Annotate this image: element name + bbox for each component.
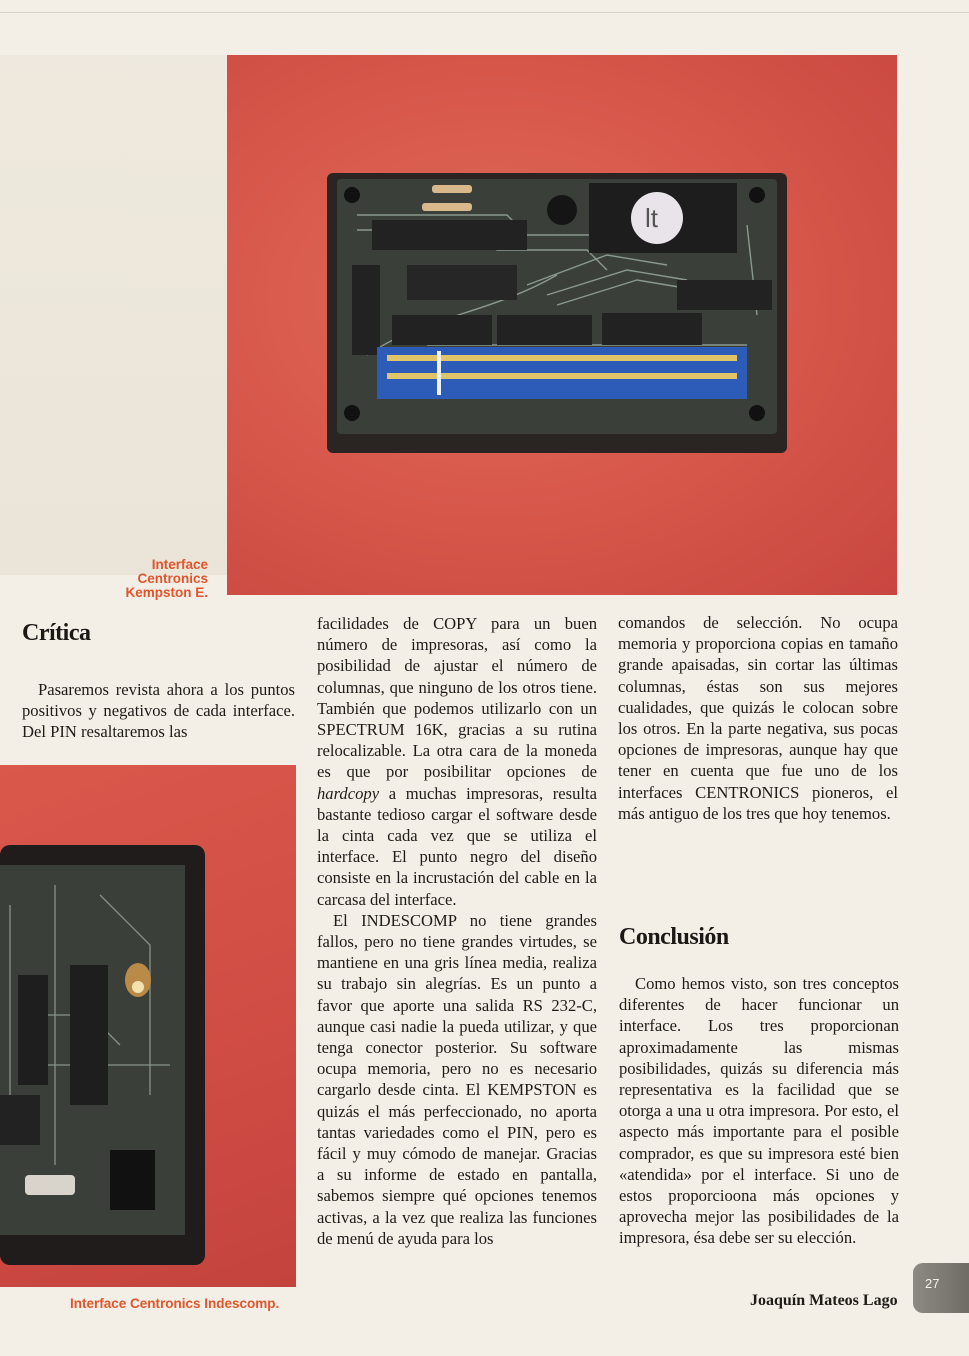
page-header-rule <box>0 12 969 13</box>
heading-conclusion: Conclusión <box>619 924 729 950</box>
page-number-tab <box>913 1263 969 1313</box>
previous-page-bleed <box>0 55 227 575</box>
photo-kempston-interface <box>227 55 897 595</box>
caption-kempston <box>88 558 208 600</box>
middle-paragraph-1b: a muchas impresoras, resulta bastante tedioso cargar el software desde la cinta cada vez que se utiliza el interface. El punto negro del diseño consiste en la incrustación del cable en la carcasa del interface. <box>317 783 597 909</box>
caption-kempston-line1: Interface <box>151 557 208 572</box>
middle-paragraph-2: El INDESCOMP no tiene grandes fallos, pero no tiene grandes virtudes, se mantiene en una gris línea media, realiza su trabajo sin alegrías. Es un punto a favor que aporte una salida RS 232-C, aunque casi nadie la pueda utilizar, y que tenga conector posterior. Su software ocupa memoria, pero no es necesario cargarlo desde cinta. El KEMPSTON es quizás el más perfeccionado, no aporta tantas variedades como el PIN, pero es fácil y muy cómodo de manejar. Gracias a su informe de estado en pantalla, sabemos siempre qué opciones tenemos activas, a la vez que realiza las funciones de menú de ayuda para los <box>317 910 597 1248</box>
middle-paragraph-1-italic: hardcopy <box>317 783 380 803</box>
heading-critica: Crítica <box>22 620 91 646</box>
column-right-critica <box>618 612 898 824</box>
critica-paragraph-1: Pasaremos revista ahora a los puntos positivos y negativos de cada interface. Del PIN resaltaremos las <box>22 680 295 742</box>
caption-kempston-line3: Kempston E. <box>125 585 208 600</box>
conclusion-paragraph: Como hemos visto, son tres conceptos diferentes de hacer funcionar un interface. Los tres proporcionan aproximadamente las mismas posibilidades, quizás su diferencia más representativa es la facilidad que se otorga a una u otra impresora. Por esto, el aspecto más importante para el posible comprador, es que su impresora esté bien «atendida» por el interface. Si uno de estos proporcioona más opciones y aprovecha mejor las posibilidades de la impresora, ésa debe ser su elección. <box>619 974 899 1248</box>
caption-kempston-line2: Centronics <box>137 571 208 586</box>
page-number: 27 <box>925 1276 940 1291</box>
column-left <box>22 679 295 743</box>
right-paragraph-1: comandos de selección. No ocupa memoria y proporciona copias en tamaño grande apaisadas, sin cortar las últimas columnas, éstas son sus mejores cualidades, que quizás le colocan sobre los otros. En la parte negativa, sus pocas opciones de impresoras, aunque hay que tener en cuenta que fue uno de los interfaces CENTRONICS pioneros, el más antiguo de los tres que hoy tenemos. <box>618 613 898 823</box>
column-right-conclusion <box>619 973 899 1249</box>
kempston-board-illustration <box>227 55 897 595</box>
middle-paragraph-1 <box>317 613 597 910</box>
middle-paragraph-1a: facilidades de COPY para un buen número de impresoras, así como la posibilidad de ajustar el número de columnas, que ninguno de los otros tiene. También que podemos utilizarlo con un SPECTRUM 16K, gracias a su rutina relocalizable. La otra cara de la moneda es que por posibilitar opciones de <box>317 614 597 782</box>
column-middle <box>317 613 597 1249</box>
svg-text:lt: lt <box>645 203 658 233</box>
caption-indescomp: Interface Centronics Indescomp. <box>70 1296 280 1311</box>
photo-indescomp-interface <box>0 765 296 1287</box>
author-byline: Joaquín Mateos Lago <box>750 1292 898 1309</box>
indescomp-board-illustration <box>0 765 296 1287</box>
